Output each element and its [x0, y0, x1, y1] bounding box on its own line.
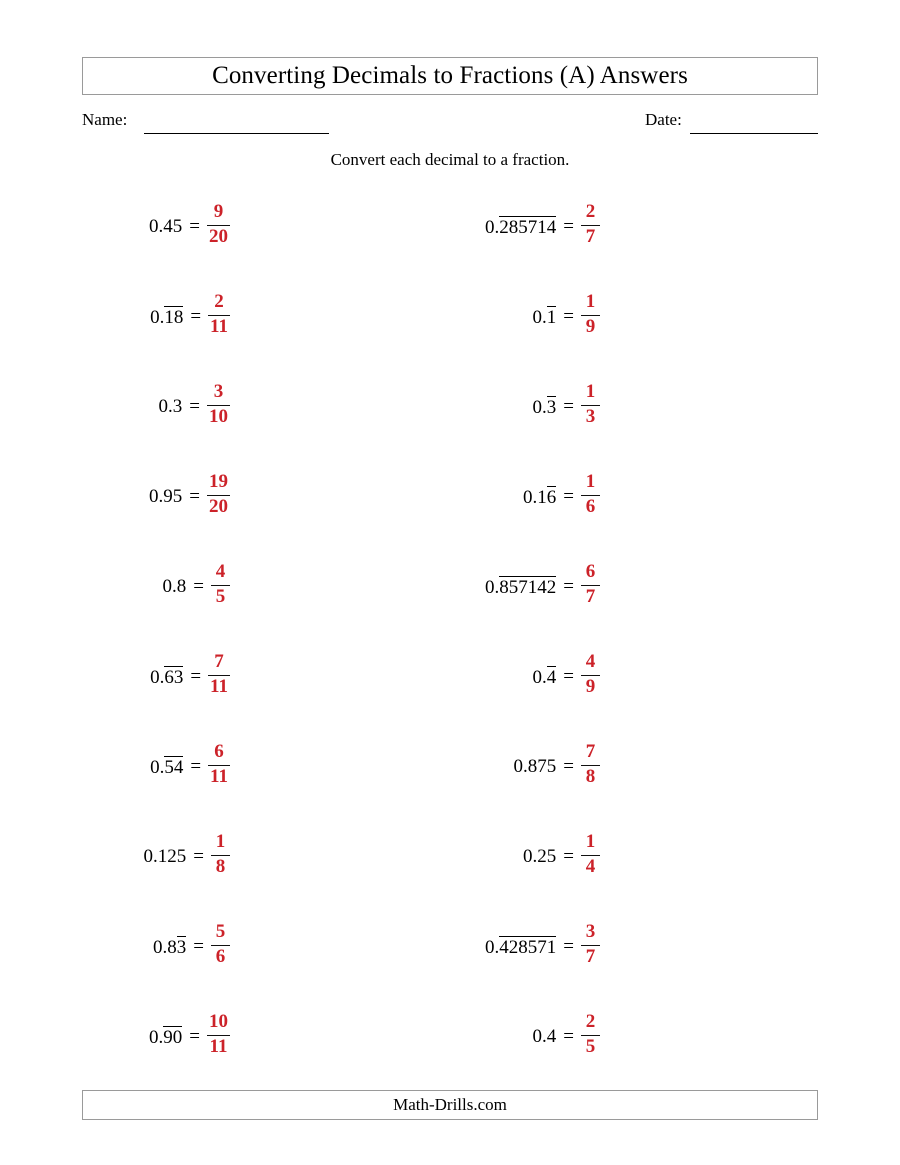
decimal-nonrepeating-part: 0.8: [162, 575, 187, 597]
equals-sign: =: [189, 485, 200, 507]
equation: [533, 372, 600, 440]
fraction-numerator: 2: [585, 1011, 596, 1033]
fraction-denominator: 11: [209, 1036, 228, 1057]
problem-cell-left-1: [0, 192, 230, 282]
date-input-line[interactable]: [690, 133, 818, 134]
answer-fraction: [207, 472, 230, 517]
decimal-nonrepeating-part: 0.25: [523, 845, 557, 867]
fraction-numerator: 6: [585, 561, 596, 583]
fraction-denominator: 5: [585, 1036, 596, 1057]
decimal-value: [533, 396, 557, 417]
problem-row: [0, 552, 900, 642]
equation: [523, 822, 600, 890]
fraction-numerator: 4: [215, 561, 226, 583]
decimal-value: [523, 847, 556, 866]
name-input-line[interactable]: [144, 133, 329, 134]
equation: [485, 552, 600, 620]
decimal-nonrepeating-part: 0.: [485, 216, 500, 238]
equation: [150, 642, 230, 710]
name-label: Name:: [82, 110, 128, 129]
answer-fraction: [211, 922, 230, 967]
equals-sign: =: [190, 665, 202, 687]
problem-row: [0, 282, 900, 372]
equation: [533, 642, 600, 710]
equation: [533, 1002, 600, 1070]
fraction-denominator: 7: [585, 946, 596, 967]
decimal-nonrepeating-part: 0.: [149, 1026, 164, 1048]
decimal-repeating-part: 4: [546, 666, 557, 688]
fraction-numerator: 1: [585, 291, 596, 313]
page-title: Converting Decimals to Fractions (A) Answers: [212, 62, 688, 89]
problem-row: [0, 192, 900, 282]
answer-fraction: [208, 292, 230, 337]
problem-cell-left-10: [0, 1002, 230, 1092]
problem-cell-right-1: [370, 192, 600, 282]
fraction-denominator: 11: [210, 676, 228, 697]
equals-sign: =: [189, 395, 200, 417]
decimal-value: [533, 306, 557, 327]
equation: [149, 462, 230, 530]
answer-fraction: [211, 562, 230, 607]
decimal-nonrepeating-part: 0.: [532, 666, 547, 688]
problem-row: [0, 462, 900, 552]
decimal-nonrepeating-part: 0.4: [532, 1025, 557, 1047]
equation: [533, 282, 600, 350]
fraction-numerator: 1: [585, 471, 596, 493]
equation: [485, 192, 600, 260]
decimal-value: [533, 1027, 557, 1046]
decimal-value: [485, 936, 556, 957]
equation: [153, 912, 230, 980]
fraction-denominator: 4: [585, 856, 596, 877]
equals-sign: =: [563, 755, 574, 777]
decimal-nonrepeating-part: 0.8: [153, 936, 177, 958]
decimal-nonrepeating-part: 0.95: [149, 485, 183, 507]
fraction-numerator: 3: [585, 921, 596, 943]
fraction-denominator: 8: [585, 766, 596, 787]
decimal-repeating-part: 18: [164, 306, 184, 328]
answer-fraction: [208, 652, 230, 697]
footer-box: [82, 1090, 818, 1120]
problem-cell-right-5: [370, 552, 600, 642]
fraction-denominator: 20: [209, 496, 228, 517]
problem-cell-right-9: [370, 912, 600, 1002]
decimal-nonrepeating-part: 0.: [485, 936, 500, 958]
decimal-nonrepeating-part: 0.: [485, 576, 500, 598]
fraction-numerator: 19: [209, 471, 228, 493]
answer-fraction: [581, 382, 600, 427]
fraction-numerator: 1: [585, 381, 596, 403]
fraction-denominator: 10: [209, 406, 228, 427]
decimal-nonrepeating-part: 0.125: [143, 845, 187, 867]
fraction-denominator: 5: [215, 586, 226, 607]
problem-row: [0, 912, 900, 1002]
decimal-repeating-part: 1: [546, 306, 557, 328]
equation: [485, 912, 600, 980]
problem-grid: [0, 192, 900, 1092]
equation: [514, 732, 600, 800]
answer-fraction: [581, 742, 600, 787]
problem-cell-right-10: [370, 1002, 600, 1092]
decimal-value: [149, 487, 182, 506]
problem-cell-left-8: [0, 822, 230, 912]
decimal-value: [514, 757, 557, 776]
equals-sign: =: [190, 305, 202, 327]
decimal-repeating-part: 54: [164, 756, 184, 778]
problem-row: [0, 822, 900, 912]
worksheet-title-box: [82, 57, 818, 95]
equals-sign: =: [189, 1025, 200, 1047]
decimal-repeating-part: 3: [546, 396, 557, 418]
decimal-value: [533, 666, 557, 687]
equals-sign: =: [189, 215, 200, 237]
equation: [150, 732, 230, 800]
problem-cell-right-7: [370, 732, 600, 822]
equals-sign: =: [563, 215, 574, 237]
name-date-row: [82, 110, 818, 138]
decimal-repeating-part: 3: [176, 936, 187, 958]
decimal-repeating-part: 63: [164, 666, 184, 688]
fraction-numerator: 2: [214, 291, 224, 313]
equation: [163, 552, 230, 620]
equation: [149, 1002, 230, 1070]
fraction-numerator: 7: [585, 741, 596, 763]
answer-fraction: [581, 202, 600, 247]
equals-sign: =: [193, 845, 204, 867]
problem-cell-left-9: [0, 912, 230, 1002]
answer-fraction: [581, 832, 600, 877]
decimal-repeating-part: 857142: [499, 576, 557, 598]
answer-fraction: [208, 742, 230, 787]
fraction-numerator: 9: [213, 201, 224, 223]
decimal-value: [163, 577, 187, 596]
equation: [523, 462, 600, 530]
problem-cell-left-7: [0, 732, 230, 822]
answer-fraction: [581, 652, 600, 697]
problem-cell-left-4: [0, 462, 230, 552]
equation: [150, 282, 230, 350]
fraction-numerator: 2: [585, 201, 596, 223]
problem-cell-right-2: [370, 282, 600, 372]
problem-cell-right-4: [370, 462, 600, 552]
fraction-denominator: 7: [585, 226, 596, 247]
equation: [149, 192, 230, 260]
problem-row: [0, 642, 900, 732]
equals-sign: =: [563, 845, 574, 867]
fraction-denominator: 7: [585, 586, 596, 607]
problem-row: [0, 372, 900, 462]
problem-cell-right-8: [370, 822, 600, 912]
fraction-numerator: 7: [214, 651, 224, 673]
decimal-value: [150, 756, 183, 777]
decimal-value: [149, 1026, 182, 1047]
fraction-denominator: 6: [585, 496, 596, 517]
decimal-nonrepeating-part: 0.875: [513, 755, 557, 777]
decimal-value: [144, 847, 187, 866]
equation: [159, 372, 230, 440]
equals-sign: =: [563, 395, 574, 417]
equals-sign: =: [563, 305, 574, 327]
decimal-value: [150, 306, 183, 327]
decimal-value: [150, 666, 183, 687]
problem-cell-left-6: [0, 642, 230, 732]
equals-sign: =: [563, 575, 574, 597]
decimal-nonrepeating-part: 0.: [150, 756, 165, 778]
decimal-nonrepeating-part: 0.1: [523, 486, 547, 508]
fraction-denominator: 9: [585, 316, 596, 337]
instruction-text: Convert each decimal to a fraction.: [330, 150, 570, 169]
fraction-denominator: 9: [585, 676, 596, 697]
decimal-nonrepeating-part: 0.: [532, 306, 547, 328]
answer-fraction: [581, 1012, 600, 1057]
problem-cell-left-2: [0, 282, 230, 372]
decimal-value: [523, 486, 556, 507]
problem-cell-right-3: [370, 372, 600, 462]
answer-fraction: [581, 472, 600, 517]
decimal-repeating-part: 285714: [499, 216, 557, 238]
problem-cell-right-6: [370, 642, 600, 732]
fraction-denominator: 8: [215, 856, 226, 877]
fraction-numerator: 10: [209, 1011, 228, 1033]
decimal-value: [149, 217, 182, 236]
decimal-nonrepeating-part: 0.: [150, 666, 165, 688]
equals-sign: =: [563, 485, 574, 507]
decimal-value: [485, 576, 556, 597]
decimal-nonrepeating-part: 0.45: [149, 215, 183, 237]
equals-sign: =: [193, 935, 204, 957]
answer-fraction: [207, 382, 230, 427]
decimal-nonrepeating-part: 0.3: [158, 395, 183, 417]
decimal-value: [159, 397, 183, 416]
date-label: Date:: [645, 110, 682, 129]
problem-row: [0, 732, 900, 822]
fraction-denominator: 11: [210, 766, 228, 787]
answer-fraction: [211, 832, 230, 877]
equals-sign: =: [190, 755, 202, 777]
footer-attribution: Math-Drills.com: [393, 1095, 507, 1114]
decimal-nonrepeating-part: 0.: [150, 306, 165, 328]
problem-cell-left-5: [0, 552, 230, 642]
fraction-denominator: 11: [210, 316, 228, 337]
fraction-numerator: 4: [585, 651, 596, 673]
answer-fraction: [207, 1012, 230, 1057]
decimal-repeating-part: 90: [163, 1026, 183, 1048]
equals-sign: =: [563, 1025, 574, 1047]
fraction-numerator: 3: [213, 381, 224, 403]
fraction-denominator: 6: [215, 946, 226, 967]
fraction-numerator: 1: [215, 831, 226, 853]
decimal-nonrepeating-part: 0.: [532, 396, 547, 418]
equation: [144, 822, 230, 890]
answer-fraction: [581, 292, 600, 337]
fraction-numerator: 1: [585, 831, 596, 853]
fraction-denominator: 3: [585, 406, 596, 427]
equals-sign: =: [563, 665, 574, 687]
decimal-value: [485, 216, 556, 237]
answer-fraction: [207, 202, 230, 247]
problem-row: [0, 1002, 900, 1092]
decimal-repeating-part: 6: [546, 486, 557, 508]
decimal-repeating-part: 428571: [499, 936, 557, 958]
equals-sign: =: [193, 575, 204, 597]
answer-fraction: [581, 562, 600, 607]
problem-cell-left-3: [0, 372, 230, 462]
answer-fraction: [581, 922, 600, 967]
decimal-value: [153, 936, 186, 957]
fraction-numerator: 6: [214, 741, 224, 763]
equals-sign: =: [563, 935, 574, 957]
fraction-numerator: 5: [215, 921, 226, 943]
fraction-denominator: 20: [209, 226, 228, 247]
